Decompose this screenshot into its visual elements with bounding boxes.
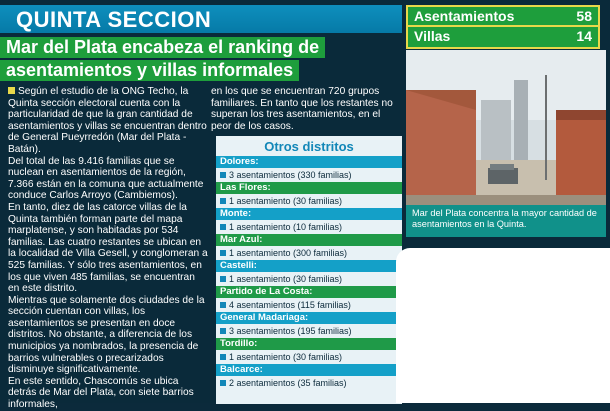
square-bullet-icon — [220, 224, 226, 230]
article-body-column-2 — [211, 86, 401, 132]
stat-value: 58 — [576, 8, 592, 24]
article-body-column-1 — [8, 86, 208, 411]
district-value — [216, 195, 402, 207]
section-title: QUINTA SECCION — [16, 7, 212, 32]
district-value-text: 1 asentamiento (30 familias) — [229, 352, 343, 362]
district-row — [216, 312, 402, 338]
district-name: General Madariaga: — [216, 312, 402, 324]
district-list — [216, 156, 402, 390]
district-value — [216, 221, 402, 233]
district-name: Dolores: — [216, 156, 402, 168]
district-value-text: 1 asentamiento (300 familias) — [229, 248, 348, 258]
paragraph-text: Según el estudio de la ONG Techo, la Quinta sección electoral cuenta con la particularidad de que la gran cantidad de asentamientos y villas se encuentran dentro de General Pueyrredón (Mar del Plata - Batán). — [8, 86, 207, 155]
district-name: Mar Azul: — [216, 234, 402, 246]
square-bullet-icon — [220, 328, 226, 334]
street-photo-image — [406, 50, 606, 205]
street-photo — [406, 50, 606, 205]
district-value-text: 1 asentamiento (10 familias) — [229, 222, 343, 232]
district-value — [216, 273, 402, 285]
headline-line-1: Mar del Plata encabeza el ranking de — [0, 37, 325, 58]
bullet-icon — [8, 87, 15, 94]
square-bullet-icon — [220, 250, 226, 256]
stat-label: Asentamientos — [414, 8, 515, 24]
square-bullet-icon — [220, 354, 226, 360]
district-row — [216, 182, 402, 208]
district-row — [216, 364, 402, 390]
square-bullet-icon — [220, 198, 226, 204]
square-bullet-icon — [220, 380, 226, 386]
district-value-text: 2 asentamientos (35 familias) — [229, 378, 347, 388]
district-row — [216, 234, 402, 260]
square-bullet-icon — [220, 302, 226, 308]
district-name: Castelli: — [216, 260, 402, 272]
district-value — [216, 299, 402, 311]
stat-label: Villas — [414, 28, 451, 44]
stats-box — [406, 5, 600, 49]
stat-villas — [408, 27, 598, 45]
stat-value: 14 — [576, 28, 592, 44]
paragraph: En tanto, diez de las catorce villas de la Quinta también forman parte del mapa marplatense, y son habitadas por 534 familias. Las cuatro restantes se ubican en la localidad de Villa Gesell, y conglomeran a 525 familias. Y sólo tres asentamientos, en los que viven 485 familias, se encuentran en este distrito. — [8, 201, 208, 295]
district-value-text: 3 asentamientos (195 familias) — [229, 326, 352, 336]
blank-panel — [396, 248, 610, 403]
headline-line-2: asentamientos y villas informales — [0, 60, 299, 81]
square-bullet-icon — [220, 172, 226, 178]
paragraph: en los que se encuentran 720 grupos familiares. En tanto que los restantes no superan los tres asentamientos, en el peor de los casos. — [211, 86, 393, 132]
district-name: Partido de La Costa: — [216, 286, 402, 298]
district-value — [216, 351, 402, 363]
stat-asentamientos — [408, 7, 598, 27]
district-value — [216, 377, 402, 389]
paragraph: Del total de las 9.416 familias que se nuclean en asentamientos de la región, 7.366 están en la comuna que actualmente conduce Carlos Arroyo (Cambiemos). — [8, 155, 204, 202]
headline — [0, 37, 402, 83]
district-value — [216, 247, 402, 259]
district-value — [216, 169, 402, 181]
district-row — [216, 208, 402, 234]
district-name: Las Flores: — [216, 182, 402, 194]
district-row — [216, 260, 402, 286]
district-value-text: 4 asentamientos (115 familias) — [229, 300, 351, 310]
square-bullet-icon — [220, 276, 226, 282]
district-row — [216, 156, 402, 182]
district-value-text: 1 asentamiento (30 familias) — [229, 196, 343, 206]
section-banner — [0, 5, 402, 33]
other-districts-title: Otros distritos — [264, 139, 354, 154]
photo-caption: Mar del Plata concentra la mayor cantidad de asentamientos en la Quinta. — [406, 205, 606, 237]
paragraph — [8, 86, 208, 156]
district-name: Tordillo: — [216, 338, 402, 350]
other-districts-box — [216, 136, 402, 404]
district-value — [216, 325, 402, 337]
district-value-text: 3 asentamientos (330 familias) — [229, 170, 352, 180]
district-name: Monte: — [216, 208, 402, 220]
district-row — [216, 286, 402, 312]
district-row — [216, 338, 402, 364]
district-value-text: 1 asentamiento (30 familias) — [229, 274, 343, 284]
district-name: Balcarce: — [216, 364, 402, 376]
paragraph: En este sentido, Chascomús se ubica detrás de Mar del Plata, con siete barrios informales, — [8, 375, 194, 411]
paragraph: Mientras que solamente dos ciudades de la sección cuentan con villas, los asentamientos se presentan en doce distritos. No obstante, a diferencia de los municipios ya nombrados, la presencia de barrios vulnerables o precarizados disminuye significativamente. — [8, 294, 205, 376]
